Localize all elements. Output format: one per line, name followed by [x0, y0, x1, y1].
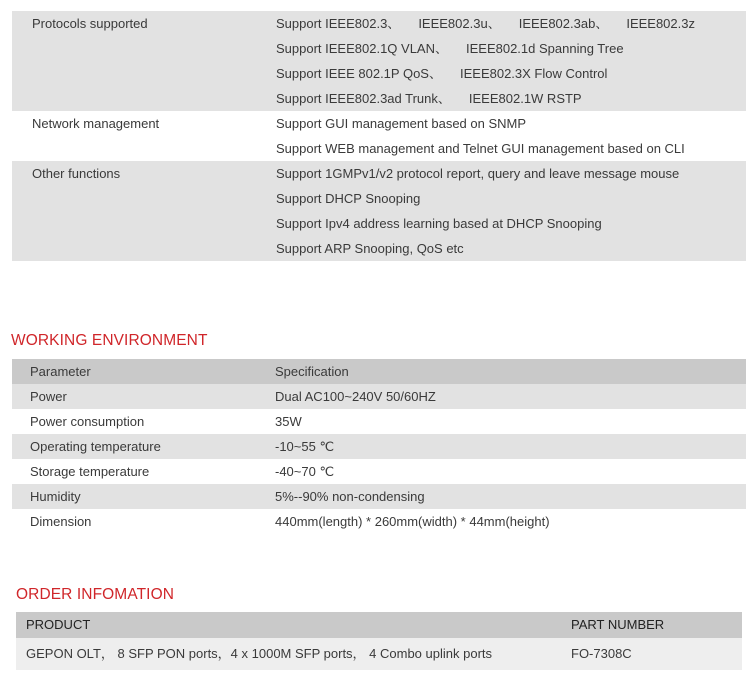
parameter-cell: Power	[30, 389, 67, 404]
product-cell: GEPON OLT， 8 SFP PON ports，4 x 1000M SFP ports， 4 Combo uplink ports	[26, 646, 493, 661]
feature-line	[276, 86, 746, 111]
feature-line: Support 1GMPv1/v2 protocol report, query and leave message mouse	[276, 166, 680, 181]
parameter-cell: Storage temperature	[30, 464, 150, 479]
table-row	[12, 384, 746, 409]
specification-cell: Dual AC100~240V 50/60HZ	[275, 389, 436, 404]
specification-cell: -10~55 ℃	[275, 439, 335, 454]
table-row	[12, 509, 746, 534]
working-environment-table	[12, 359, 746, 534]
table-row	[12, 434, 746, 459]
feature-line	[276, 11, 746, 36]
parameter-cell: Dimension	[30, 514, 92, 529]
feature-label: Other functions	[32, 166, 121, 181]
table-row	[12, 484, 746, 509]
feature-item: IEEE802.3u、	[418, 16, 501, 31]
parameter-cell: Operating temperature	[30, 439, 161, 454]
parameter-cell: Power consumption	[30, 414, 145, 429]
feature-line	[276, 61, 746, 86]
working-environment-heading: WORKING ENVIRONMENT	[11, 332, 208, 349]
feature-item: IEEE802.3X Flow Control	[459, 66, 608, 81]
feature-values	[276, 161, 746, 261]
feature-line: Support DHCP Snooping	[276, 191, 421, 206]
feature-label: Network management	[32, 116, 160, 131]
feature-values	[276, 111, 746, 161]
feature-line	[276, 36, 746, 61]
part-number-cell: FO-7308C	[571, 646, 632, 661]
order-information-table	[16, 612, 742, 670]
feature-line: Support GUI management based on SNMP	[276, 116, 527, 131]
feature-values	[276, 11, 746, 111]
feature-item: Support IEEE802.3、	[276, 16, 401, 31]
table-row	[12, 409, 746, 434]
parameter-cell: Humidity	[30, 489, 81, 504]
header-specification: Specification	[275, 364, 349, 379]
order-information-heading: ORDER INFOMATION	[16, 586, 175, 603]
feature-item: IEEE802.1d Spanning Tree	[465, 41, 624, 56]
feature-item: Support IEEE802.1Q VLAN、	[276, 41, 448, 56]
feature-row-protocols	[12, 11, 746, 111]
feature-row-network-management	[12, 111, 746, 161]
features-table	[12, 11, 746, 261]
table-header	[12, 359, 746, 384]
feature-item: Support IEEE 802.1P QoS、	[276, 66, 442, 81]
table-row	[12, 459, 746, 484]
header-product: PRODUCT	[26, 617, 91, 632]
specification-cell: 440mm(length) * 260mm(width) * 44mm(height)	[275, 514, 550, 529]
header-parameter: Parameter	[30, 364, 91, 379]
feature-item: IEEE802.3ab、	[518, 16, 609, 31]
specification-cell: 35W	[275, 414, 302, 429]
table-row	[16, 638, 742, 670]
feature-line: Support Ipv4 address learning based at DHCP Snooping	[276, 216, 602, 231]
feature-row-other-functions	[12, 161, 746, 261]
feature-item: IEEE802.1W RSTP	[468, 91, 582, 106]
table-header	[16, 612, 742, 638]
specification-cell: -40~70 ℃	[275, 464, 335, 479]
feature-item: IEEE802.3z	[626, 16, 695, 31]
feature-item: Support IEEE802.3ad Trunk、	[276, 91, 451, 106]
specification-cell: 5%--90% non-condensing	[275, 489, 425, 504]
feature-label: Protocols supported	[32, 16, 148, 31]
feature-line: Support WEB management and Telnet GUI management based on CLI	[276, 141, 685, 156]
header-part-number: PART NUMBER	[571, 617, 665, 632]
feature-line: Support ARP Snooping, QoS etc	[276, 241, 464, 256]
